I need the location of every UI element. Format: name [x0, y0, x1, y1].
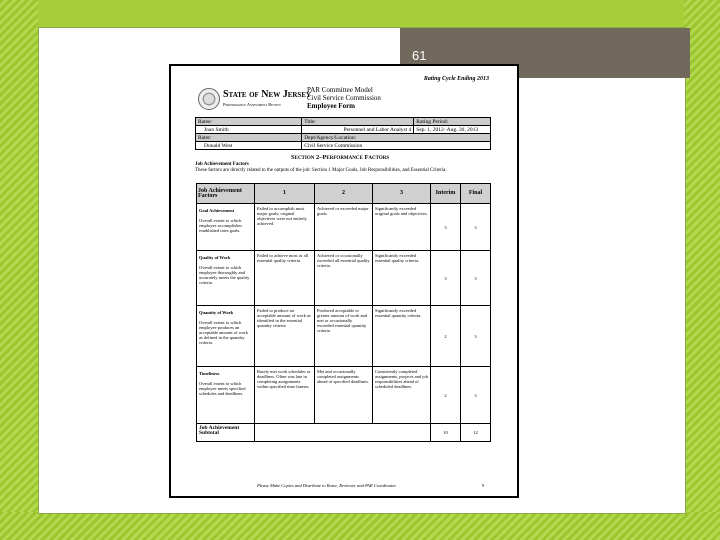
period-value: Sep. 1, 2012- Aug. 30, 2013 — [414, 126, 491, 134]
subtotal-final: 12 — [461, 424, 491, 442]
factor-name: Goal Achievement — [199, 208, 235, 213]
table-row — [197, 204, 491, 251]
col-header-factors: Job Achievement Factors — [197, 184, 255, 204]
level-1-cell: Failed to produce an acceptable amount of work as identified in the essential quantity criteria — [255, 306, 315, 367]
col-header-3: 3 — [373, 184, 431, 204]
level-3-cell: Significantly exceeded essential quantity criteria. — [373, 306, 431, 367]
form-header — [307, 86, 381, 110]
factor-desc: Overall extent to which employee thoroughly and accurately meets the quality criteria. — [199, 265, 250, 285]
dept-label: Dept/Agency/Location: — [302, 134, 491, 142]
rater-label: Rater: — [196, 134, 302, 142]
background-stripes-left — [0, 0, 38, 540]
title-label: Title: — [302, 118, 414, 126]
footer-note: Please Make Copies and Distribute to Ratee, Reviewer and PAR Coordinator — [257, 483, 397, 488]
factor-name: Quantity of Work — [199, 310, 234, 315]
factors-heading: Job Achievement Factors — [195, 162, 249, 167]
rater-value: Donald West — [196, 142, 302, 150]
level-2-cell: Produced acceptable or greater amount of work and met or occasionally exceeded essential quantity criteria. — [315, 306, 373, 367]
slide-number: 61 — [400, 28, 690, 78]
dept-value: Civil Service Commission — [302, 142, 491, 150]
header-line-3: Employee Form — [307, 102, 356, 110]
header-line-2: Civil Service Commission — [307, 94, 381, 102]
col-header-2: 2 — [315, 184, 373, 204]
section-title: Section 2–Performance Factors — [291, 154, 390, 161]
factor-cell — [197, 306, 255, 367]
level-2-cell: Achieved or occasionally exceeded all essential quality criteria. — [315, 251, 373, 306]
interim-score: 2 — [431, 367, 461, 424]
title-value: Personnel and Labor Analyst 4 — [302, 126, 414, 134]
factor-cell — [197, 367, 255, 424]
level-1-cell: Failed to achieve most or all essential quality criteria. — [255, 251, 315, 306]
employee-info-table — [195, 117, 491, 150]
level-3-cell: Consistently completed assignments, projects and job responsibilities ahead of scheduled deadlines. — [373, 367, 431, 424]
header-line-1: PAR Committee Model — [307, 86, 373, 94]
level-3-cell: Significantly exceeded essential quality criteria. — [373, 251, 431, 306]
factor-name: Quality of Work — [199, 255, 231, 260]
interim-score: 3 — [431, 204, 461, 251]
col-header-1: 1 — [255, 184, 315, 204]
period-label: Rating Period: — [414, 118, 491, 126]
subtotal-blank — [255, 424, 431, 442]
review-subtitle: Performance Assessment Review — [223, 102, 281, 107]
interim-score: 2 — [431, 306, 461, 367]
factor-desc: Overall extent to which employee meets specified schedules and deadlines. — [199, 381, 246, 396]
factors-table — [196, 183, 491, 442]
ratee-label: Ratee: — [196, 118, 302, 126]
rating-cycle: Rating Cycle Ending 2013 — [423, 76, 489, 82]
factors-description: These factors are directly related to the outputs of the job: Section 1 Major Goals, Job Responsibilities, and Essential Criteria. — [195, 168, 447, 173]
final-score: 3 — [461, 204, 491, 251]
state-seal-icon — [198, 88, 220, 110]
col-header-final: Final — [461, 184, 491, 204]
factor-cell — [197, 204, 255, 251]
factor-cell — [197, 251, 255, 306]
final-score: 3 — [461, 306, 491, 367]
level-3-cell: Significantly exceeded original goals and objectives. — [373, 204, 431, 251]
subtotal-row — [197, 424, 491, 442]
background-stripes-bottom — [0, 512, 720, 540]
subtotal-label: Job Achievement Subtotal — [197, 424, 255, 442]
level-1-cell: Rarely met work schedules or deadlines. Often was late in completing assignments within specified time frames. — [255, 367, 315, 424]
table-row — [197, 251, 491, 306]
level-1-cell: Failed to accomplish most major goals; original objectives were not entirely achieved. — [255, 204, 315, 251]
final-score: 3 — [461, 367, 491, 424]
table-row — [197, 367, 491, 424]
final-score: 3 — [461, 251, 491, 306]
ratee-value: Joan Smith — [196, 126, 302, 134]
background-stripes-right — [684, 0, 720, 540]
subtotal-interim: 10 — [431, 424, 461, 442]
factor-desc: Overall extent to which employee accomplishes established rates goals. — [199, 218, 242, 233]
level-2-cell: Achieved or exceeded major goals. — [315, 204, 373, 251]
level-2-cell: Met and occasionally completed assignments ahead of specified deadlines. — [315, 367, 373, 424]
table-row — [197, 306, 491, 367]
col-header-interim: Interim — [431, 184, 461, 204]
factor-desc: Overall extent to which employee produces an acceptable amount of work as defined in the quantity criteria. — [199, 320, 248, 345]
factor-name: Timeliness — [199, 371, 220, 376]
document-image — [169, 64, 519, 498]
page-number: 9 — [482, 483, 485, 488]
interim-score: 3 — [431, 251, 461, 306]
state-title: State of New Jersey — [223, 89, 312, 100]
